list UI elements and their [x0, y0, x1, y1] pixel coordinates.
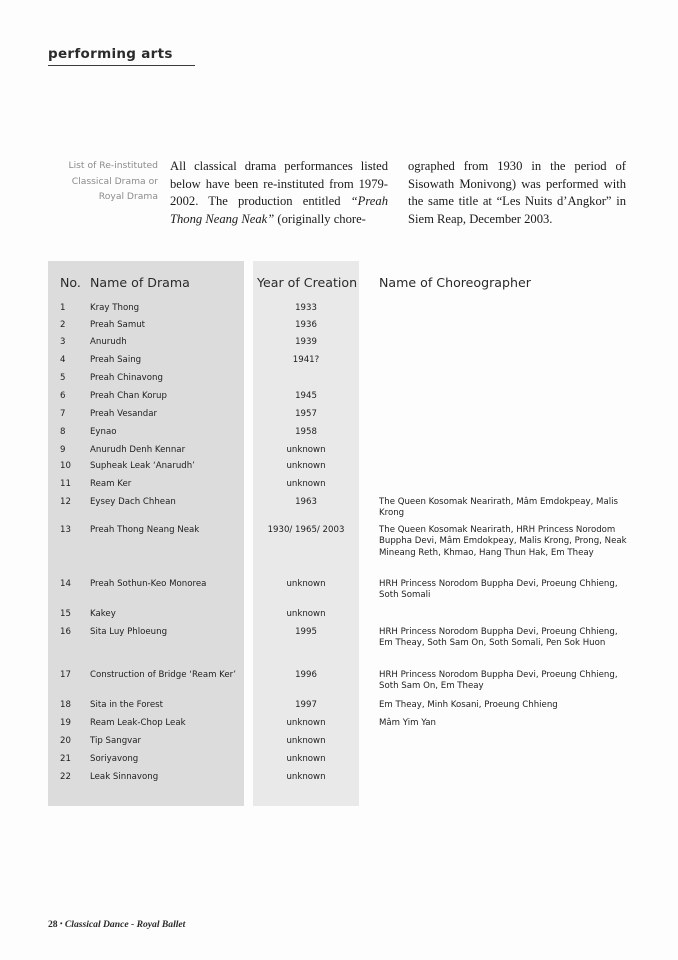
intro-title-italic: “Preah Thong Neang Neak”: [170, 194, 388, 226]
cell-drama: Eysey Dach Chhean: [90, 497, 176, 507]
cell-no: 9: [60, 445, 66, 455]
cell-no: 18: [60, 700, 71, 710]
cell-no: 17: [60, 670, 71, 680]
cell-choreographer: The Queen Kosomak Nearirath, Mâm Emdokpeay, Malis Krong: [379, 497, 618, 519]
cell-no: 15: [60, 609, 71, 619]
header-no: No.: [60, 275, 81, 290]
table-row: [48, 625, 630, 649]
cell-no: 4: [60, 355, 66, 365]
cell-year: 1957: [295, 409, 317, 419]
cell-drama: Eynao: [90, 427, 117, 437]
table-row: [48, 523, 630, 558]
cell-year: unknown: [286, 736, 326, 746]
cell-drama: Preah Samut: [90, 320, 146, 330]
table-row: [48, 734, 630, 748]
cell-drama: Kakey: [90, 609, 116, 619]
table-row: [48, 301, 630, 315]
cell-year: unknown: [286, 479, 326, 489]
cell-no: 8: [60, 427, 66, 437]
cell-year: 1997: [295, 700, 317, 710]
page-footer: [48, 919, 185, 930]
table-row: [48, 668, 630, 692]
cell-no: 2: [60, 320, 66, 330]
cell-choreographer: Mâm Yim Yan: [379, 718, 436, 728]
intro-column-2: ographed from 1930 in the period of Sisowath Monivong) was performed with the same title at “Les Nuits d’Angkor” in Siem Reap, December 2003.: [408, 159, 626, 226]
header-year: Year of Creation: [257, 275, 358, 290]
cell-drama: Anurudh: [90, 337, 127, 347]
table-row: [48, 335, 630, 349]
cell-drama: Preah Sothun-Keo Monorea: [90, 579, 207, 589]
table-grid: [48, 261, 630, 782]
cell-no: 7: [60, 409, 66, 419]
cell-no: 22: [60, 772, 71, 782]
drama-table: [48, 261, 630, 806]
footer-marker-icon: ▪: [60, 919, 63, 928]
cell-drama: Sita in the Forest: [90, 700, 163, 710]
cell-no: 3: [60, 337, 66, 347]
table-header-row: [48, 261, 630, 303]
cell-drama: Ream Ker: [90, 479, 132, 489]
cell-choreographer: The Queen Kosomak Nearirath, HRH Princess Norodom Buppha Devi, Mâm Emdokpeay, Malis Krong, Prong, Neak Mineang Reth, Khmao, Hang Thun Hak, Em Theay: [379, 525, 627, 558]
cell-no: 10: [60, 461, 71, 471]
table-row: [48, 407, 630, 421]
cell-year: 1936: [295, 320, 317, 330]
cell-drama: Leak Sinnavong: [90, 772, 159, 782]
cell-no: 14: [60, 579, 71, 589]
table-row: [48, 371, 630, 385]
cell-drama: Preah Chan Korup: [90, 391, 167, 401]
cell-drama: Construction of Bridge ‘Ream Ker’: [90, 670, 236, 680]
cell-no: 21: [60, 754, 71, 764]
cell-drama: Soriyavong: [90, 754, 139, 764]
table-row: [48, 770, 630, 784]
cell-year: 1995: [295, 627, 317, 637]
cell-year: unknown: [286, 461, 326, 471]
table-row: [48, 477, 630, 491]
cell-year: unknown: [286, 772, 326, 782]
cell-year: 1958: [295, 427, 317, 437]
cell-no: 11: [60, 479, 71, 489]
footer-title: Classical Dance - Royal Ballet: [64, 919, 186, 930]
table-row: [48, 607, 630, 621]
table-row: [48, 318, 630, 332]
cell-drama: Ream Leak-Chop Leak: [90, 718, 186, 728]
cell-drama: Anurudh Denh Kennar: [90, 445, 186, 455]
cell-year: unknown: [286, 445, 326, 455]
cell-year: 1930/ 1965/ 2003: [267, 525, 345, 535]
table-row: [48, 459, 630, 473]
table-row: [48, 577, 630, 601]
cell-no: 19: [60, 718, 71, 728]
cell-no: 12: [60, 497, 71, 507]
table-row: [48, 716, 630, 730]
intro-caption: List of Re-instituted Classical Drama or Royal Drama: [68, 160, 158, 202]
table-row: [48, 389, 630, 403]
cell-no: 16: [60, 627, 71, 637]
footer-page-number: 28: [48, 919, 58, 930]
running-head: performing arts: [48, 46, 195, 66]
cell-year: 1933: [295, 303, 317, 313]
cell-no: 13: [60, 525, 71, 535]
intro-columns: [170, 158, 630, 228]
cell-year: 1945: [295, 391, 317, 401]
cell-choreographer: Em Theay, Minh Kosani, Proeung Chhieng: [379, 700, 558, 710]
cell-year: 1963: [295, 497, 317, 507]
cell-year: 1941?: [292, 355, 320, 365]
cell-year: 1996: [295, 670, 317, 680]
table-row: [48, 495, 630, 519]
cell-no: 20: [60, 736, 71, 746]
cell-drama: Kray Thong: [90, 303, 140, 313]
cell-drama: Preah Vesandar: [90, 409, 158, 419]
cell-no: 1: [60, 303, 66, 313]
cell-year: unknown: [286, 754, 326, 764]
table-row: [48, 443, 630, 457]
header-name-of-drama: Name of Drama: [90, 275, 190, 290]
cell-choreographer: HRH Princess Norodom Buppha Devi, Proeung Chhieng, Soth Somali: [379, 579, 618, 601]
cell-drama: Preah Chinavong: [90, 373, 163, 383]
cell-year: unknown: [286, 609, 326, 619]
intro-text-part-c: (originally chore-: [274, 211, 366, 226]
intro-block: [48, 158, 630, 228]
cell-drama: Tip Sangvar: [90, 736, 142, 746]
cell-drama: Sita Luy Phloeung: [90, 627, 168, 637]
cell-no: 6: [60, 391, 66, 401]
table-row: [48, 752, 630, 766]
table-row: [48, 353, 630, 367]
cell-year: unknown: [286, 579, 326, 589]
cell-drama: Preah Thong Neang Neak: [90, 525, 200, 535]
header-choreographer: Name of Choreographer: [379, 275, 531, 290]
intro-text-part-a: All classical drama performances listed below have been re-instituted from 1979-2002. The production entitled: [170, 159, 388, 209]
cell-choreographer: HRH Princess Norodom Buppha Devi, Proeung Chhieng, Em Theay, Soth Sam On, Soth Somali, Pen Sok Huon: [379, 627, 618, 649]
cell-drama: Supheak Leak ‘Anarudh’: [90, 461, 195, 471]
cell-choreographer: HRH Princess Norodom Buppha Devi, Proeung Chhieng, Soth Sam On, Em Theay: [379, 670, 618, 692]
cell-year: unknown: [286, 718, 326, 728]
cell-drama: Preah Saing: [90, 355, 142, 365]
intro-column-1: [170, 158, 388, 228]
cell-year: 1939: [295, 337, 317, 347]
table-row: [48, 425, 630, 439]
cell-no: 5: [60, 373, 66, 383]
table-row: [48, 698, 630, 712]
